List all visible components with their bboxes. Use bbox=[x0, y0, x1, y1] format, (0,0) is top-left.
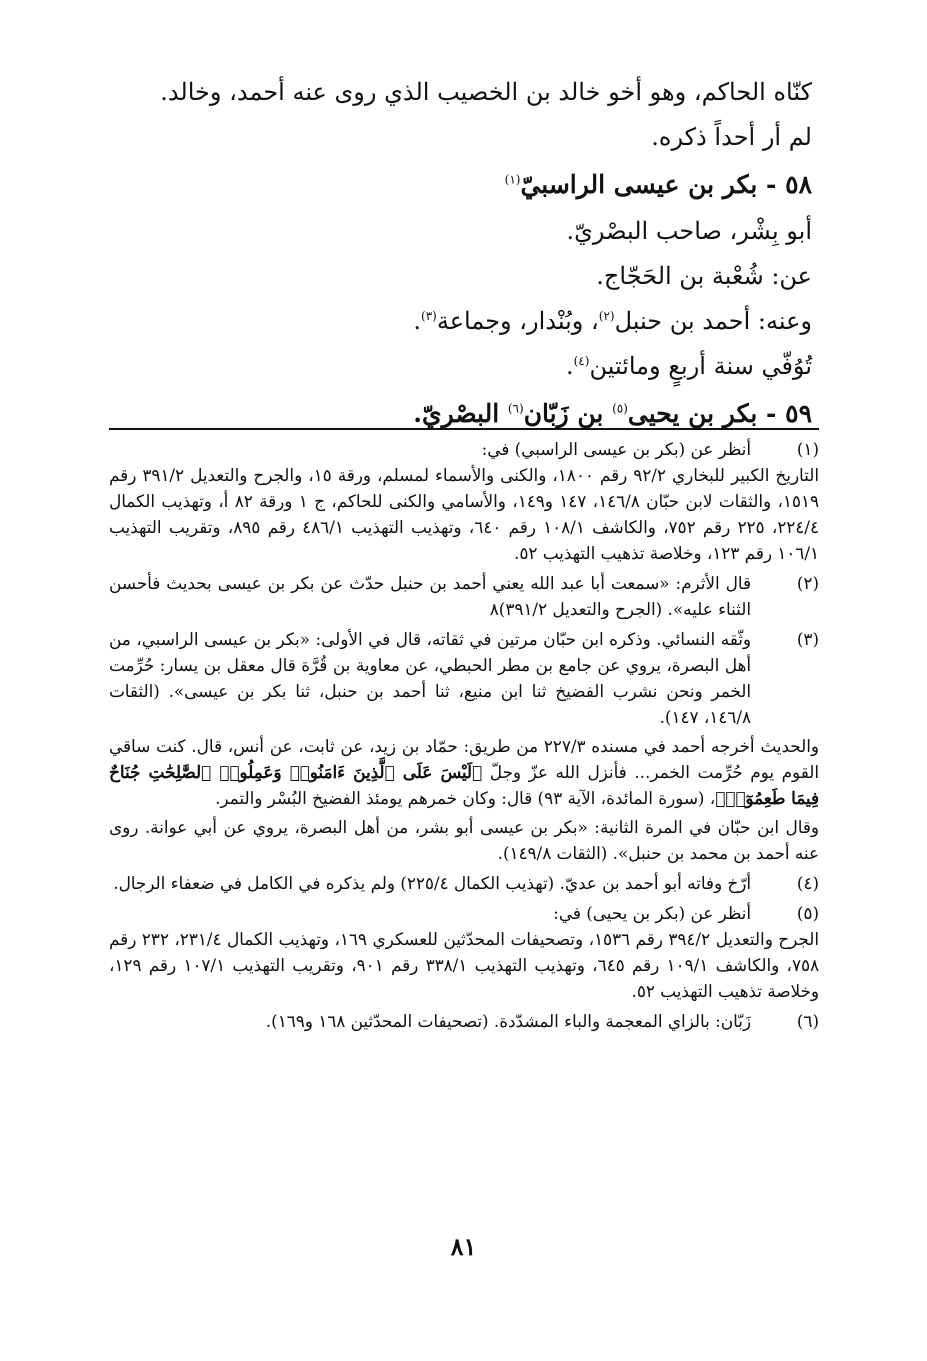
death-text: تُوُفّي سنة أربعٍ ومائتين bbox=[589, 352, 812, 380]
text-line: كنّاه الحاكم، وهو أخو خالد بن الخصيب الذي روى عنه أحمد، وخالد. bbox=[160, 78, 812, 106]
footnote-number: (٥) bbox=[796, 903, 819, 923]
entry-title: ٥٨ - بكر بن عيسى الراسبيّ bbox=[520, 170, 812, 199]
students-text: وعنه: أحمد بن حنبل bbox=[614, 307, 812, 335]
footnotes bbox=[109, 436, 819, 1034]
footnote-text: زَبّان: بالزاي المعجمة والباء المشدّدة. (تصحيفات المحدّثين ١٦٨ و١٦٩). bbox=[265, 1011, 751, 1031]
footnote-5-body: الجرح والتعديل ٣٩٤/٢ رقم ١٥٣٦، وتصحيفات المحدّثين للعسكري ١٦٩، وتهذيب الكمال ٢٣١/٤، ٢٣٢ رقم ٧٥٨، والكاشف ١٠٩/١ رقم ٦٤٥، وتهذيب التهذيب ٣٣٨/١ رقم ٩٠١، وتقريب التهذيب ١٠٧/١ رقم ١٢٩، وخلاصة تذهيب التهذيب ٥٢. bbox=[109, 929, 820, 1001]
footnote-text: ، (سورة المائدة، الآية ٩٣) قال: وكان خمرهم يومئذ الفضيخ البُسْر والتمر. bbox=[215, 788, 716, 808]
footnote-number: (٦) bbox=[796, 1011, 819, 1031]
footnote-1 bbox=[109, 436, 819, 462]
students-text: ، وبُنْدار، وجماعة bbox=[436, 307, 599, 335]
kunya-line: أبو بِشْر، صاحب البصْريّ. bbox=[566, 217, 812, 245]
footnote-ref: (٤) bbox=[573, 354, 590, 368]
entry-59-heading bbox=[92, 389, 812, 438]
footnote-3-paragraph: وقال ابن حبّان في المرة الثانية: «بكر بن عيسى أبو بشر، من أهل البصرة، يروي عن أبي عوانة. روى عنه أحمد بن محمد بن حنبل». (الثقات ١٤٩/٨). bbox=[109, 817, 819, 863]
footnote-number: (٤) bbox=[796, 873, 819, 893]
entry-title: بن زَبّان bbox=[523, 399, 613, 428]
death-text: . bbox=[565, 352, 574, 380]
entry-title: ٥٩ - بكر بن يحيى bbox=[627, 399, 812, 428]
footnote-text: والحديث أخرجه أحمد في مسنده ٢٢٧/٣ من طريق: حمّاد بن زيد، عن ثابت، عن أنس، قال. كنت ساقي القوم يوم حُرِّمت الخمر... فأنزل الله عزّ وجلّ bbox=[109, 736, 820, 782]
footnote-number: (١) bbox=[796, 439, 819, 459]
footnote-ref: (٢) bbox=[598, 309, 615, 323]
entry-title: البصْريّ. bbox=[413, 399, 508, 428]
footnote-heading: أنظر عن (بكر بن يحيى) في: bbox=[553, 903, 751, 923]
footnote-text: أرّخ وفاته أبو أحمد بن عديّ. (تهذيب الكمال ٢٢٥/٤) ولم يذكره في الكامل في ضعفاء الرجال. bbox=[113, 873, 751, 893]
footnote-text: قال الأثرم: «سمعت أبا عبد الله يعني أحمد بن حنبل حدّث عن بكر بن عيسى بحديث فأحسن الثناء عليه». (الجرح والتعديل ٣٩١/٢)٨ bbox=[109, 573, 751, 619]
footnote-2 bbox=[109, 570, 819, 622]
footnote-ref: (٣) bbox=[421, 309, 437, 323]
text-line: لم أر أحداً ذكره. bbox=[651, 123, 812, 151]
footnote-6 bbox=[109, 1008, 819, 1034]
footnote-5 bbox=[109, 900, 819, 926]
footnote-heading: أنظر عن (بكر بن عيسى الراسبي) في: bbox=[481, 439, 751, 459]
footnote-1-body: التاريخ الكبير للبخاري ٩٢/٢ رقم ١٨٠٠، والكنى والأسماء لمسلم، ورقة ١٥، والجرح والتعديل ٣٩١/٢ رقم ١٥١٩، والثقات لابن حبّان ١٤٦/٨، ١٤٧ و١٤٩، والأسامي والكنى للحاكم، ج ١ ورقة ٨٢ أ، وتهذيب الكمال ٢٢٤/٤، ٢٢٥ رقم ٧٥٢، والكاشف ١٠٨/١ رقم ٦٤٠، وتهذيب التهذيب ٤٨٦/١ رقم ٨٩٥، وتقريب التهذيب ١٠٦/١ رقم ١٢٣، وخلاصة تذهيب التهذيب ٥٢. bbox=[109, 465, 819, 563]
footnote-ref: (٦) bbox=[507, 401, 524, 416]
death-line bbox=[92, 344, 812, 389]
quran-verse: ﴿لَيْسَ عَلَى ٱلَّذِينَ ءَامَنُوا۟ وَعَمِلُوا۟ ٱلصَّٰلِحَٰتِ جُنَاحٌ فِيمَا طَعِمُوٓا۟﴾ bbox=[109, 762, 819, 808]
footnote-4 bbox=[109, 870, 819, 896]
footnote-number: (٣) bbox=[796, 629, 819, 649]
students-line bbox=[92, 299, 812, 344]
main-text bbox=[92, 70, 812, 438]
page-number: ٨١ bbox=[450, 1232, 477, 1261]
footnote-ref: (١) bbox=[504, 172, 521, 187]
entry-58-heading bbox=[92, 160, 812, 209]
footnote-number: (٢) bbox=[796, 573, 819, 593]
footnote-3-paragraph bbox=[109, 733, 819, 811]
footnote-divider bbox=[109, 428, 819, 430]
footnote-text: وثّقه النسائي. وذكره ابن حبّان مرتين في ثقاته، قال في الأولى: «بكر بن عيسى الراسبي، من أهل البصرة، يروي عن جامع بن مطر الحبطي، عن معاوية بن قُرَّة قال معقل بن يسار: حُرِّمت الخمر ونحن نشرب الفضيخ ثنا ابن منيع، ثنا أحمد بن حنبل، ثنا بكر بن عيسى». (الثقات ١٤٦/٨، ١٤٧). bbox=[109, 629, 751, 727]
footnote-3 bbox=[109, 626, 819, 730]
footnote-ref: (٥) bbox=[612, 401, 628, 416]
students-text: . bbox=[413, 307, 421, 335]
teacher-line: عن: شُعْبة بن الحَجّاج. bbox=[596, 262, 812, 290]
